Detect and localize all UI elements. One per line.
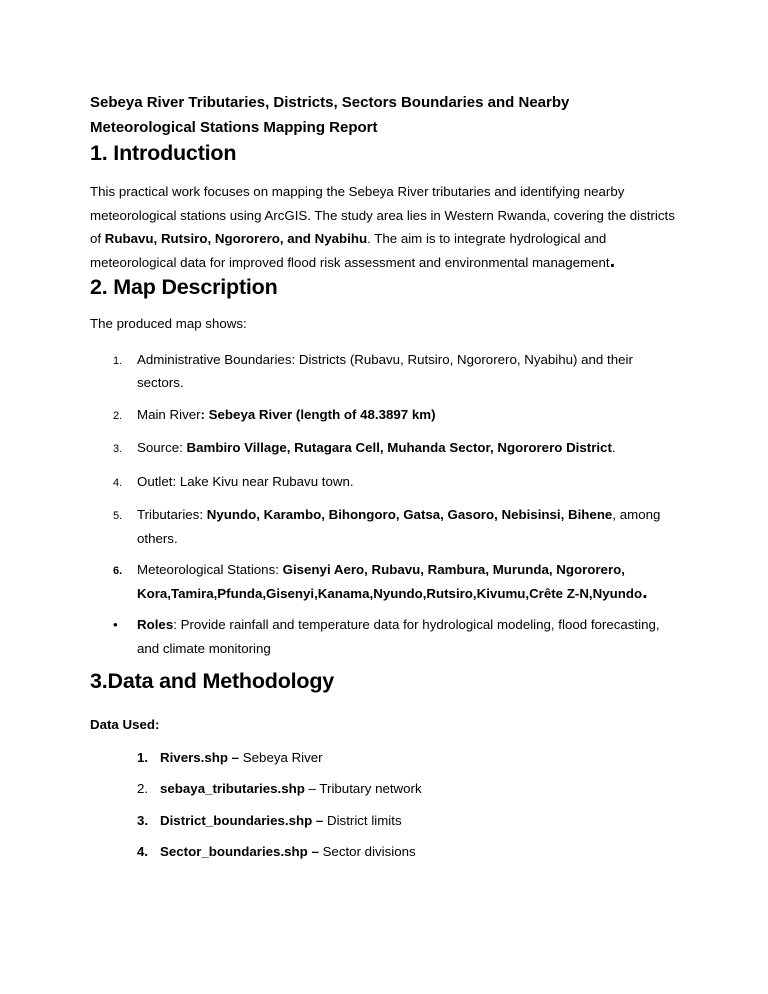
list-number: 2.	[113, 409, 123, 422]
map-list	[90, 348, 677, 661]
list-text: Meteorological Stations: Gisenyi Aero, Rubavu, Rambura, Murunda, Ngororero, Kora,Tamira,Pfunda,Gisenyi,Kanama,Nyundo,Rutsiro,Kivumu,Crête Z-N,Nyundo.	[137, 562, 648, 603]
list-number: 4.	[137, 844, 149, 859]
map-lead-text: The produced map shows:	[90, 316, 247, 331]
document-title: Sebeya River Tributaries, Districts, Sectors Boundaries and Nearby Meteorological Stations Mapping Report	[90, 94, 570, 136]
heading-introduction: 1. Introduction	[90, 141, 237, 165]
list-number: 5.	[113, 510, 123, 522]
list-text: Sector_boundaries.shp – Sector divisions	[160, 844, 416, 859]
list-number: 4.	[113, 476, 123, 489]
list-item	[90, 777, 677, 801]
list-number: 1.	[137, 749, 149, 765]
data-used-label: Data Used:	[90, 717, 160, 732]
list-text: Tributaries: Nyundo, Karambo, Bihongoro, Gatsa, Gasoro, Nebisinsi, Bihene, among others.	[137, 507, 661, 546]
list-item	[90, 558, 677, 605]
list-number: 1.	[113, 354, 123, 367]
list-number: 2.	[137, 781, 149, 796]
heading-map-description: 2. Map Description	[90, 275, 278, 299]
list-number: 6.	[113, 565, 123, 577]
list-number: 3.	[113, 443, 123, 455]
list-item	[90, 436, 677, 462]
list-text: Roles: Provide rainfall and temperature data for hydrological modeling, flood forecasting, and climate monitoring	[137, 617, 660, 656]
intro-paragraph: This practical work focuses on mapping the Sebeya River tributaries and identifying nearby meteorological stations using ArcGIS. The study area lies in Western Rwanda, covering the districts of Rubavu, Rutsiro, Ngororero, and Nyabihu. The aim is to integrate hydrological and meteorological data for improved flood risk assessment and environmental management.	[90, 184, 675, 272]
roles-bullet-item	[90, 613, 677, 660]
list-text: District_boundaries.shp – District limits	[160, 812, 402, 828]
list-item	[90, 809, 677, 833]
bullet-icon: •	[113, 617, 118, 632]
list-item	[90, 503, 677, 550]
data-used-list	[90, 746, 677, 864]
list-item	[90, 348, 677, 395]
heading-data-methodology: 3.Data and Methodology	[90, 669, 335, 693]
list-text: Administrative Boundaries: Districts (Rubavu, Rutsiro, Ngororero, Nyabihu) and their sectors.	[137, 351, 633, 390]
list-item	[90, 840, 677, 864]
list-item	[90, 403, 677, 429]
list-text: Outlet: Lake Kivu near Rubavu town.	[137, 473, 354, 489]
list-text: Rivers.shp – Sebeya River	[160, 749, 323, 765]
list-text: Source: Bambiro Village, Rutagara Cell, Muhanda Sector, Ngororero District.	[137, 440, 616, 455]
list-item	[90, 746, 677, 770]
list-text: Main River: Sebeya River (length of 48.3897 km)	[137, 406, 436, 422]
list-text: sebaya_tributaries.shp – Tributary network	[160, 781, 422, 796]
list-number: 3.	[137, 812, 149, 828]
list-item	[90, 470, 677, 496]
